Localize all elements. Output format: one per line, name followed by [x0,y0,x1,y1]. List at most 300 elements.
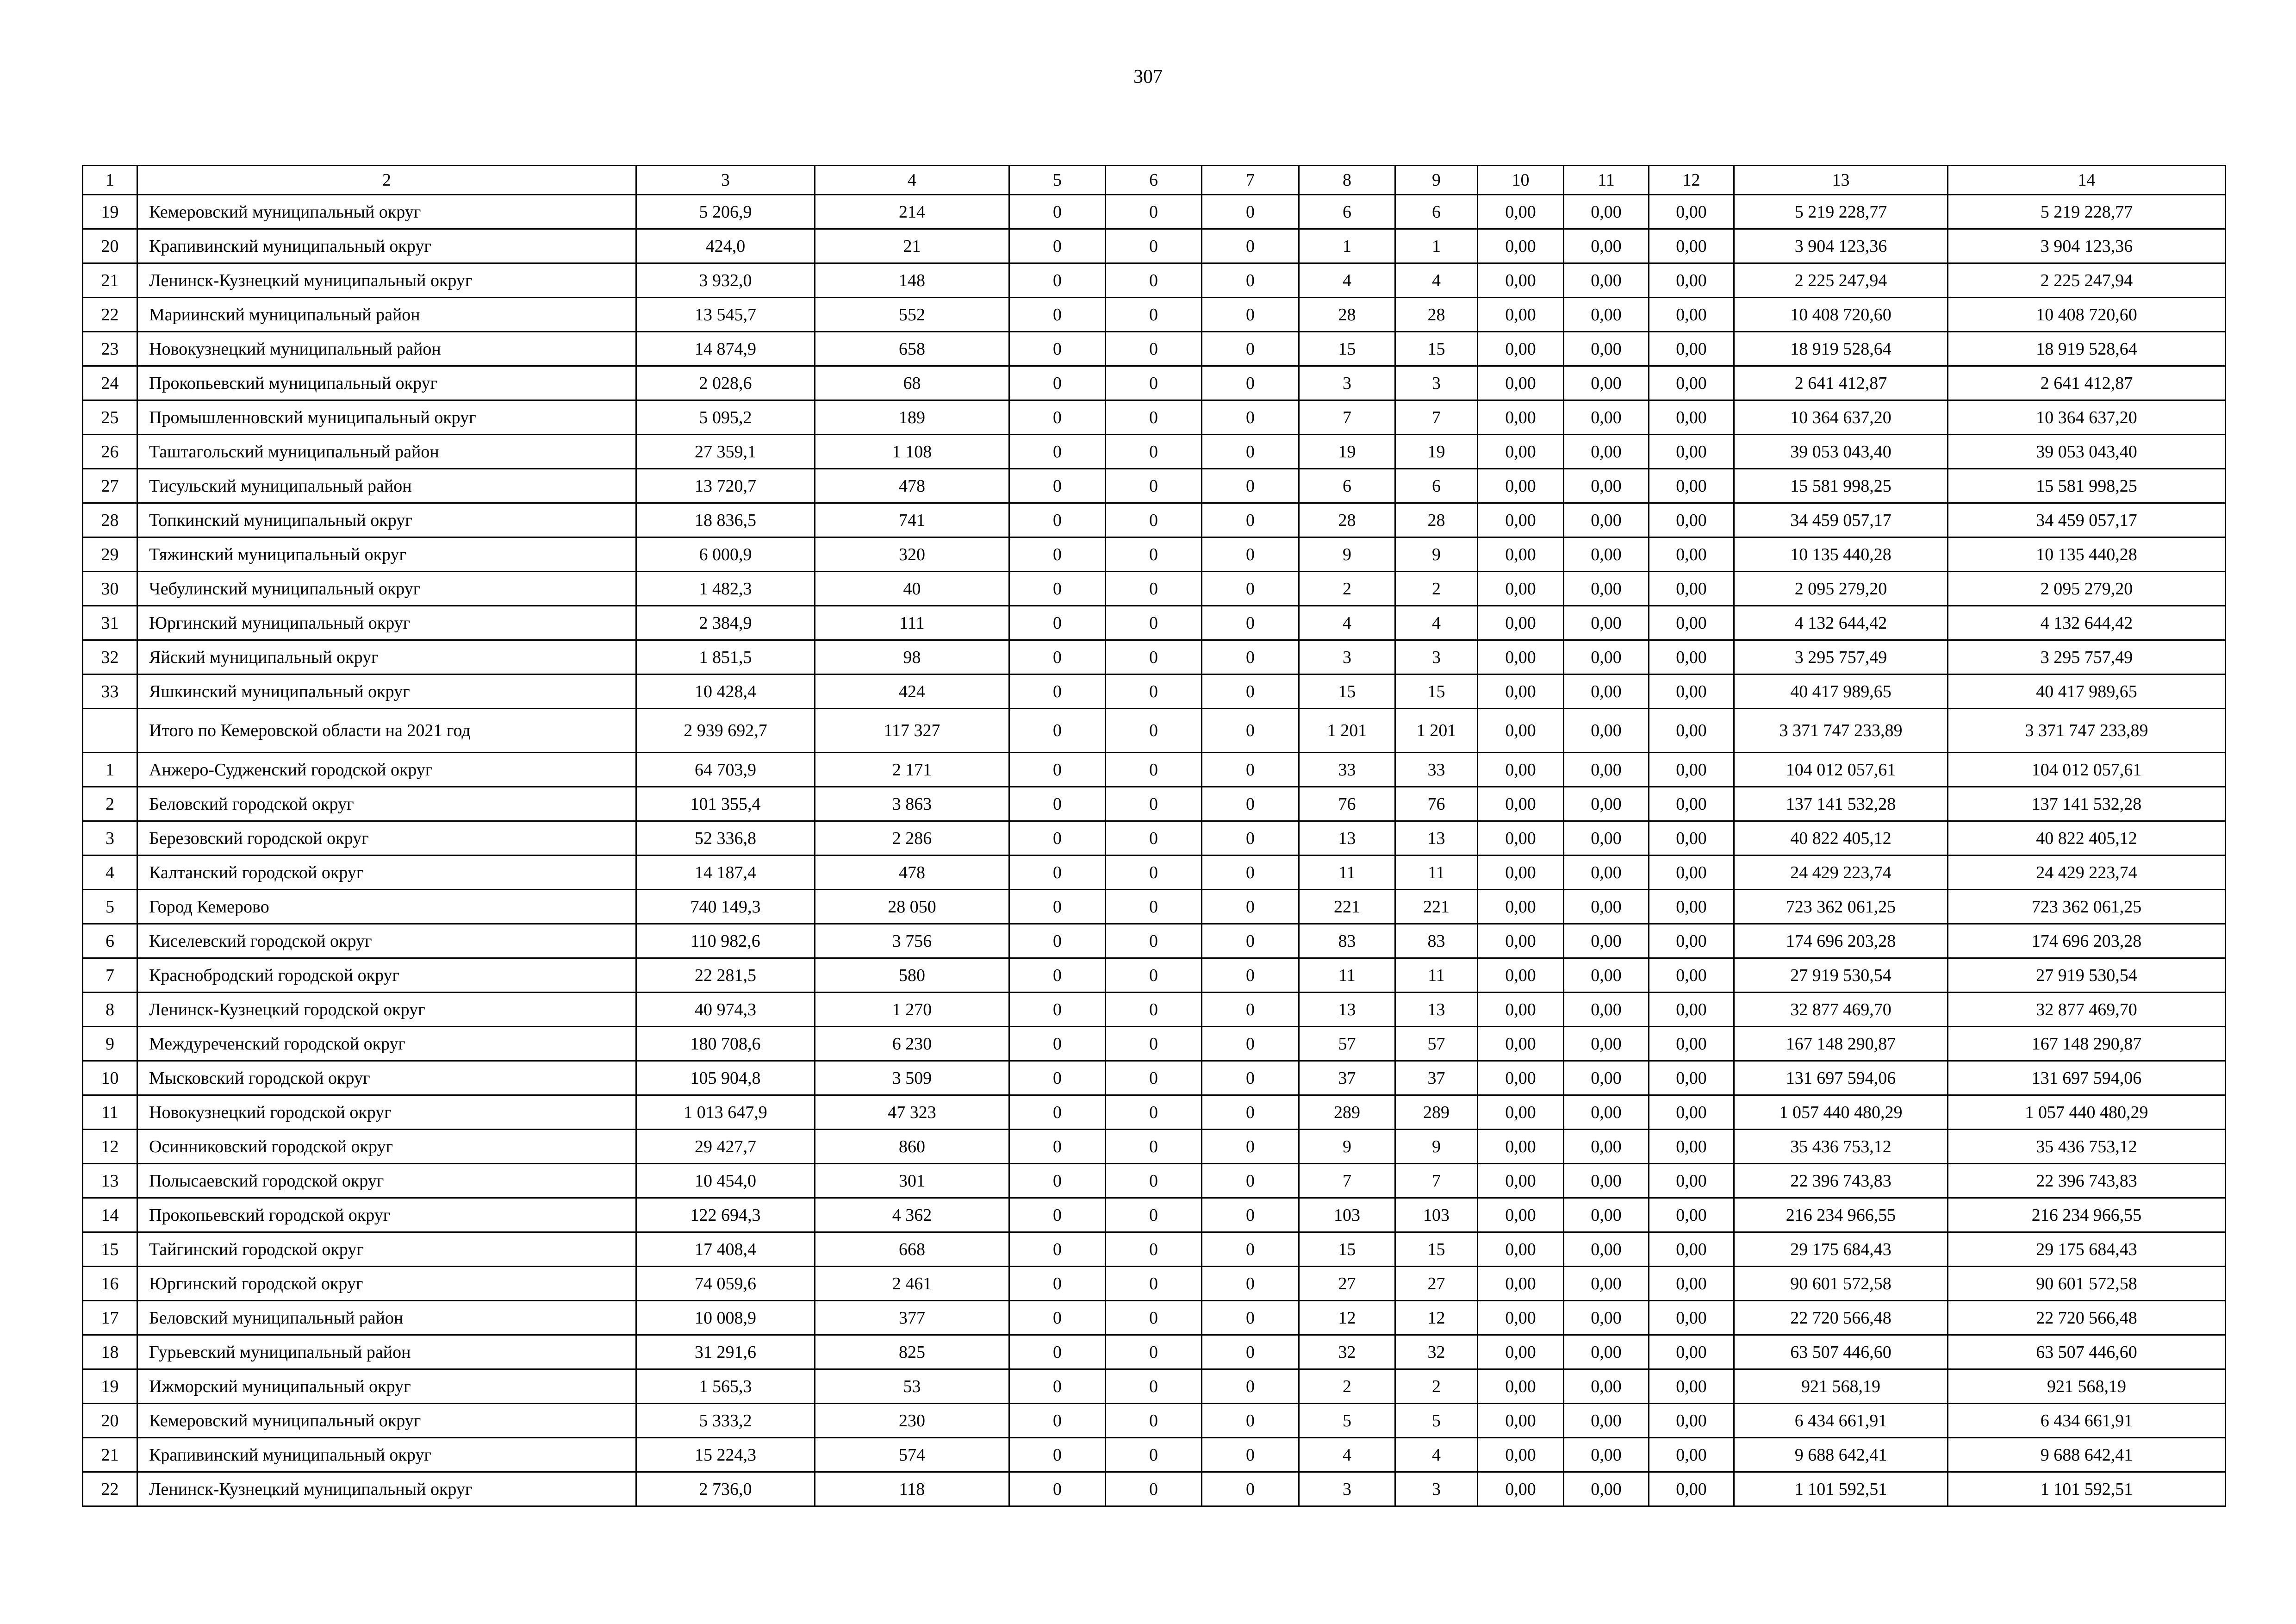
value-cell-col-4: 668 [815,1232,1009,1267]
value-cell-col-11: 0,00 [1564,1267,1649,1301]
value-cell-col-13: 4 132 644,42 [1734,606,1948,640]
value-cell-col-12: 0,00 [1649,856,1734,890]
value-cell-col-5: 0 [1009,1472,1106,1506]
value-cell-col-11: 0,00 [1564,400,1649,435]
value-cell-col-11: 0,00 [1564,787,1649,821]
value-cell-col-9: 6 [1395,195,1478,229]
table-row [83,1061,2226,1095]
value-cell-col-9: 15 [1395,1232,1478,1267]
value-cell-col-5: 0 [1009,606,1106,640]
value-cell-col-9: 13 [1395,821,1478,856]
value-cell-col-7: 0 [1202,572,1299,606]
value-cell-col-7: 0 [1202,503,1299,537]
value-cell-col-11: 0,00 [1564,1027,1649,1061]
value-cell-col-12: 0,00 [1649,195,1734,229]
value-cell-col-11: 0,00 [1564,1335,1649,1369]
column-header-1: 1 [83,166,137,195]
municipality-name-cell: Юргинский муниципальный округ [137,606,636,640]
value-cell-col-4: 2 286 [815,821,1009,856]
value-cell-col-14: 2 641 412,87 [1948,366,2226,400]
value-cell-col-9: 1 201 [1395,709,1478,753]
value-cell-col-4: 424 [815,675,1009,709]
value-cell-col-3: 6 000,9 [636,537,815,572]
value-cell-col-4: 1 108 [815,435,1009,469]
value-cell-col-10: 0,00 [1478,503,1564,537]
value-cell-col-7: 0 [1202,1404,1299,1438]
value-cell-col-6: 0 [1106,229,1202,263]
value-cell-col-7: 0 [1202,1301,1299,1335]
table-row [83,469,2226,503]
value-cell-col-9: 103 [1395,1198,1478,1232]
value-cell-col-10: 0,00 [1478,1404,1564,1438]
value-cell-col-12: 0,00 [1649,787,1734,821]
value-cell-col-14: 5 219 228,77 [1948,195,2226,229]
column-header-14: 14 [1948,166,2226,195]
value-cell-col-7: 0 [1202,787,1299,821]
value-cell-col-9: 28 [1395,298,1478,332]
table-row [83,298,2226,332]
row-number-cell: 3 [83,821,137,856]
value-cell-col-4: 148 [815,263,1009,298]
value-cell-col-9: 4 [1395,263,1478,298]
value-cell-col-9: 221 [1395,890,1478,924]
page-number: 307 [1133,66,1163,87]
value-cell-col-9: 15 [1395,332,1478,366]
value-cell-col-13: 167 148 290,87 [1734,1027,1948,1061]
value-cell-col-4: 478 [815,856,1009,890]
value-cell-col-10: 0,00 [1478,1027,1564,1061]
value-cell-col-8: 9 [1299,1130,1395,1164]
value-cell-col-9: 37 [1395,1061,1478,1095]
value-cell-col-7: 0 [1202,640,1299,675]
value-cell-col-13: 131 697 594,06 [1734,1061,1948,1095]
table-row [83,195,2226,229]
row-number-cell: 2 [83,787,137,821]
value-cell-col-6: 0 [1106,890,1202,924]
value-cell-col-13: 137 141 532,28 [1734,787,1948,821]
value-cell-col-11: 0,00 [1564,1369,1649,1404]
value-cell-col-3: 31 291,6 [636,1335,815,1369]
value-cell-col-12: 0,00 [1649,537,1734,572]
value-cell-col-11: 0,00 [1564,1301,1649,1335]
value-cell-col-12: 0,00 [1649,1095,1734,1130]
value-cell-col-13: 32 877 469,70 [1734,993,1948,1027]
value-cell-col-6: 0 [1106,640,1202,675]
municipality-name-cell: Кемеровский муниципальный округ [137,195,636,229]
value-cell-col-10: 0,00 [1478,993,1564,1027]
value-cell-col-8: 6 [1299,469,1395,503]
value-cell-col-5: 0 [1009,1198,1106,1232]
value-cell-col-9: 13 [1395,993,1478,1027]
value-cell-col-4: 98 [815,640,1009,675]
value-cell-col-8: 9 [1299,537,1395,572]
value-cell-col-6: 0 [1106,366,1202,400]
value-cell-col-9: 3 [1395,640,1478,675]
value-cell-col-10: 0,00 [1478,400,1564,435]
value-cell-col-4: 301 [815,1164,1009,1198]
value-cell-col-5: 0 [1009,503,1106,537]
value-cell-col-8: 2 [1299,572,1395,606]
value-cell-col-14: 6 434 661,91 [1948,1404,2226,1438]
value-cell-col-3: 5 206,9 [636,195,815,229]
value-cell-col-10: 0,00 [1478,787,1564,821]
value-cell-col-3: 14 187,4 [636,856,815,890]
value-cell-col-11: 0,00 [1564,753,1649,787]
value-cell-col-9: 9 [1395,537,1478,572]
value-cell-col-8: 4 [1299,1438,1395,1472]
value-cell-col-8: 1 201 [1299,709,1395,753]
value-cell-col-5: 0 [1009,195,1106,229]
value-cell-col-14: 63 507 446,60 [1948,1335,2226,1369]
value-cell-col-10: 0,00 [1478,1232,1564,1267]
value-cell-col-8: 57 [1299,1027,1395,1061]
row-number-cell: 25 [83,400,137,435]
value-cell-col-8: 15 [1299,332,1395,366]
value-cell-col-14: 10 408 720,60 [1948,298,2226,332]
municipality-name-cell: Крапивинский муниципальный округ [137,229,636,263]
municipality-name-cell: Междуреченский городской округ [137,1027,636,1061]
row-number-cell: 7 [83,958,137,993]
value-cell-col-6: 0 [1106,435,1202,469]
value-cell-col-6: 0 [1106,1027,1202,1061]
value-cell-col-14: 15 581 998,25 [1948,469,2226,503]
municipality-name-cell: Беловский муниципальный район [137,1301,636,1335]
value-cell-col-12: 0,00 [1649,640,1734,675]
value-cell-col-7: 0 [1202,1027,1299,1061]
value-cell-col-8: 76 [1299,787,1395,821]
value-cell-col-13: 2 641 412,87 [1734,366,1948,400]
value-cell-col-14: 18 919 528,64 [1948,332,2226,366]
table-row [83,1198,2226,1232]
value-cell-col-7: 0 [1202,993,1299,1027]
municipality-name-cell: Полысаевский городской округ [137,1164,636,1198]
row-number-cell: 26 [83,435,137,469]
value-cell-col-10: 0,00 [1478,1164,1564,1198]
municipality-name-cell: Топкинский муниципальный округ [137,503,636,537]
value-cell-col-10: 0,00 [1478,821,1564,856]
value-cell-col-14: 40 417 989,65 [1948,675,2226,709]
value-cell-col-14: 921 568,19 [1948,1369,2226,1404]
municipality-name-cell: Город Кемерово [137,890,636,924]
value-cell-col-5: 0 [1009,537,1106,572]
value-cell-col-10: 0,00 [1478,1438,1564,1472]
value-cell-col-14: 2 225 247,94 [1948,263,2226,298]
value-cell-col-8: 289 [1299,1095,1395,1130]
value-cell-col-6: 0 [1106,1130,1202,1164]
row-number-cell: 31 [83,606,137,640]
value-cell-col-8: 3 [1299,640,1395,675]
value-cell-col-8: 13 [1299,821,1395,856]
municipality-name-cell: Яйский муниципальный округ [137,640,636,675]
value-cell-col-6: 0 [1106,1232,1202,1267]
table-row [83,675,2226,709]
value-cell-col-5: 0 [1009,993,1106,1027]
value-cell-col-14: 90 601 572,58 [1948,1267,2226,1301]
value-cell-col-3: 15 224,3 [636,1438,815,1472]
value-cell-col-8: 4 [1299,606,1395,640]
value-cell-col-12: 0,00 [1649,1027,1734,1061]
value-cell-col-13: 34 459 057,17 [1734,503,1948,537]
value-cell-col-5: 0 [1009,366,1106,400]
value-cell-col-10: 0,00 [1478,1301,1564,1335]
value-cell-col-8: 28 [1299,503,1395,537]
value-cell-col-12: 0,00 [1649,958,1734,993]
value-cell-col-5: 0 [1009,332,1106,366]
value-cell-col-9: 5 [1395,1404,1478,1438]
value-cell-col-4: 574 [815,1438,1009,1472]
row-number-cell: 10 [83,1061,137,1095]
municipality-name-cell: Новокузнецкий городской округ [137,1095,636,1130]
value-cell-col-3: 64 703,9 [636,753,815,787]
value-cell-col-6: 0 [1106,469,1202,503]
value-cell-col-7: 0 [1202,1095,1299,1130]
value-cell-col-5: 0 [1009,1095,1106,1130]
value-cell-col-13: 10 135 440,28 [1734,537,1948,572]
value-cell-col-10: 0,00 [1478,1198,1564,1232]
value-cell-col-6: 0 [1106,924,1202,958]
table-row [83,1369,2226,1404]
value-cell-col-13: 40 417 989,65 [1734,675,1948,709]
table-row [83,572,2226,606]
value-cell-col-8: 33 [1299,753,1395,787]
value-cell-col-3: 5 333,2 [636,1404,815,1438]
municipality-name-cell: Прокопьевский муниципальный округ [137,366,636,400]
row-number-cell: 11 [83,1095,137,1130]
value-cell-col-6: 0 [1106,1301,1202,1335]
value-cell-col-10: 0,00 [1478,435,1564,469]
value-cell-col-8: 103 [1299,1198,1395,1232]
value-cell-col-10: 0,00 [1478,606,1564,640]
value-cell-col-7: 0 [1202,1438,1299,1472]
value-cell-col-7: 0 [1202,675,1299,709]
value-cell-col-14: 216 234 966,55 [1948,1198,2226,1232]
value-cell-col-5: 0 [1009,298,1106,332]
column-header-4: 4 [815,166,1009,195]
value-cell-col-7: 0 [1202,924,1299,958]
value-cell-col-8: 221 [1299,890,1395,924]
value-cell-col-4: 53 [815,1369,1009,1404]
row-number-cell: 24 [83,366,137,400]
value-cell-col-10: 0,00 [1478,1061,1564,1095]
value-cell-col-9: 83 [1395,924,1478,958]
value-cell-col-4: 111 [815,606,1009,640]
value-cell-col-3: 27 359,1 [636,435,815,469]
value-cell-col-9: 4 [1395,606,1478,640]
value-cell-col-6: 0 [1106,856,1202,890]
table-row [83,924,2226,958]
value-cell-col-13: 15 581 998,25 [1734,469,1948,503]
value-cell-col-10: 0,00 [1478,263,1564,298]
value-cell-col-13: 1 057 440 480,29 [1734,1095,1948,1130]
table-row [83,1404,2226,1438]
value-cell-col-4: 377 [815,1301,1009,1335]
value-cell-col-9: 3 [1395,1472,1478,1506]
value-cell-col-5: 0 [1009,675,1106,709]
value-cell-col-12: 0,00 [1649,435,1734,469]
value-cell-col-10: 0,00 [1478,1472,1564,1506]
value-cell-col-7: 0 [1202,1232,1299,1267]
value-cell-col-12: 0,00 [1649,1198,1734,1232]
value-cell-col-13: 90 601 572,58 [1734,1267,1948,1301]
value-cell-col-7: 0 [1202,1130,1299,1164]
value-cell-col-7: 0 [1202,1198,1299,1232]
value-cell-col-5: 0 [1009,890,1106,924]
value-cell-col-8: 3 [1299,366,1395,400]
value-cell-col-3: 18 836,5 [636,503,815,537]
value-cell-col-11: 0,00 [1564,958,1649,993]
table-row [83,640,2226,675]
value-cell-col-11: 0,00 [1564,890,1649,924]
value-cell-col-5: 0 [1009,753,1106,787]
table-row [83,537,2226,572]
column-header-11: 11 [1564,166,1649,195]
value-cell-col-9: 33 [1395,753,1478,787]
value-cell-col-8: 2 [1299,1369,1395,1404]
row-number-cell: 22 [83,1472,137,1506]
value-cell-col-10: 0,00 [1478,469,1564,503]
value-cell-col-3: 22 281,5 [636,958,815,993]
value-cell-col-3: 40 974,3 [636,993,815,1027]
value-cell-col-6: 0 [1106,787,1202,821]
value-cell-col-5: 0 [1009,1164,1106,1198]
value-cell-col-3: 10 428,4 [636,675,815,709]
value-cell-col-8: 19 [1299,435,1395,469]
value-cell-col-6: 0 [1106,1095,1202,1130]
value-cell-col-5: 0 [1009,435,1106,469]
row-number-cell: 30 [83,572,137,606]
value-cell-col-9: 9 [1395,1130,1478,1164]
value-cell-col-11: 0,00 [1564,640,1649,675]
value-cell-col-13: 22 396 743,83 [1734,1164,1948,1198]
value-cell-col-5: 0 [1009,1369,1106,1404]
value-cell-col-13: 6 434 661,91 [1734,1404,1948,1438]
value-cell-col-11: 0,00 [1564,1404,1649,1438]
row-number-cell [83,709,137,753]
value-cell-col-4: 658 [815,332,1009,366]
value-cell-col-12: 0,00 [1649,709,1734,753]
value-cell-col-4: 741 [815,503,1009,537]
value-cell-col-7: 0 [1202,709,1299,753]
value-cell-col-6: 0 [1106,298,1202,332]
value-cell-col-8: 15 [1299,1232,1395,1267]
value-cell-col-7: 0 [1202,537,1299,572]
value-cell-col-14: 174 696 203,28 [1948,924,2226,958]
value-cell-col-4: 214 [815,195,1009,229]
value-cell-col-14: 22 720 566,48 [1948,1301,2226,1335]
value-cell-col-10: 0,00 [1478,195,1564,229]
table-row [83,366,2226,400]
value-cell-col-12: 0,00 [1649,1369,1734,1404]
value-cell-col-5: 0 [1009,640,1106,675]
value-cell-col-6: 0 [1106,1369,1202,1404]
column-header-10: 10 [1478,166,1564,195]
table-row [83,993,2226,1027]
value-cell-col-3: 2 736,0 [636,1472,815,1506]
value-cell-col-3: 2 028,6 [636,366,815,400]
value-cell-col-9: 12 [1395,1301,1478,1335]
value-cell-col-11: 0,00 [1564,469,1649,503]
value-cell-col-11: 0,00 [1564,1164,1649,1198]
table-row [83,1472,2226,1506]
value-cell-col-14: 3 904 123,36 [1948,229,2226,263]
value-cell-col-13: 3 904 123,36 [1734,229,1948,263]
value-cell-col-12: 0,00 [1649,298,1734,332]
value-cell-col-13: 216 234 966,55 [1734,1198,1948,1232]
value-cell-col-6: 0 [1106,400,1202,435]
value-cell-col-5: 0 [1009,1404,1106,1438]
value-cell-col-12: 0,00 [1649,753,1734,787]
row-number-cell: 15 [83,1232,137,1267]
table-row [83,958,2226,993]
municipality-name-cell: Мариинский муниципальный район [137,298,636,332]
value-cell-col-3: 740 149,3 [636,890,815,924]
municipality-name-cell: Киселевский городской округ [137,924,636,958]
value-cell-col-13: 22 720 566,48 [1734,1301,1948,1335]
value-cell-col-4: 3 756 [815,924,1009,958]
municipality-name-cell: Прокопьевский городской округ [137,1198,636,1232]
value-cell-col-3: 17 408,4 [636,1232,815,1267]
value-cell-col-9: 76 [1395,787,1478,821]
value-cell-col-9: 289 [1395,1095,1478,1130]
value-cell-col-6: 0 [1106,332,1202,366]
municipality-name-cell: Новокузнецкий муниципальный район [137,332,636,366]
value-cell-col-4: 2 171 [815,753,1009,787]
value-cell-col-12: 0,00 [1649,1438,1734,1472]
value-cell-col-6: 0 [1106,1198,1202,1232]
value-cell-col-5: 0 [1009,1130,1106,1164]
value-cell-col-13: 24 429 223,74 [1734,856,1948,890]
value-cell-col-6: 0 [1106,1472,1202,1506]
value-cell-col-10: 0,00 [1478,298,1564,332]
value-cell-col-14: 40 822 405,12 [1948,821,2226,856]
row-number-cell: 14 [83,1198,137,1232]
value-cell-col-3: 74 059,6 [636,1267,815,1301]
value-cell-col-7: 0 [1202,821,1299,856]
table-row [83,821,2226,856]
value-cell-col-8: 1 [1299,229,1395,263]
value-cell-col-3: 10 008,9 [636,1301,815,1335]
value-cell-col-14: 10 135 440,28 [1948,537,2226,572]
value-cell-col-11: 0,00 [1564,924,1649,958]
municipality-name-cell: Таштагольский муниципальный район [137,435,636,469]
value-cell-col-11: 0,00 [1564,332,1649,366]
value-cell-col-4: 552 [815,298,1009,332]
table-row [83,753,2226,787]
value-cell-col-7: 0 [1202,1061,1299,1095]
value-cell-col-3: 5 095,2 [636,400,815,435]
value-cell-col-6: 0 [1106,606,1202,640]
value-cell-col-7: 0 [1202,1472,1299,1506]
value-cell-col-11: 0,00 [1564,435,1649,469]
value-cell-col-11: 0,00 [1564,1061,1649,1095]
value-cell-col-11: 0,00 [1564,821,1649,856]
value-cell-col-10: 0,00 [1478,753,1564,787]
value-cell-col-13: 10 364 637,20 [1734,400,1948,435]
value-cell-col-10: 0,00 [1478,890,1564,924]
value-cell-col-12: 0,00 [1649,1061,1734,1095]
value-cell-col-14: 32 877 469,70 [1948,993,2226,1027]
header-row [83,166,2226,195]
value-cell-col-8: 83 [1299,924,1395,958]
municipality-name-cell: Юргинский городской округ [137,1267,636,1301]
value-cell-col-12: 0,00 [1649,606,1734,640]
value-cell-col-4: 189 [815,400,1009,435]
value-cell-col-11: 0,00 [1564,503,1649,537]
value-cell-col-13: 35 436 753,12 [1734,1130,1948,1164]
value-cell-col-14: 24 429 223,74 [1948,856,2226,890]
value-cell-col-14: 137 141 532,28 [1948,787,2226,821]
value-cell-col-7: 0 [1202,435,1299,469]
